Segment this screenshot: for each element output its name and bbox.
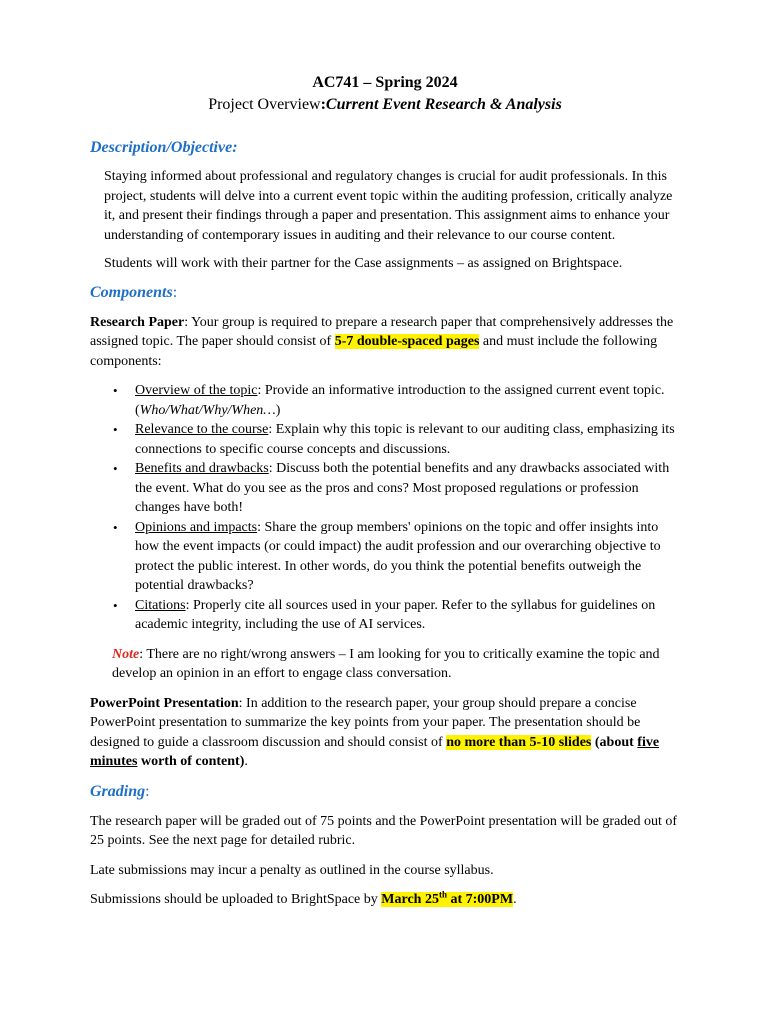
components-heading: Components: <box>90 283 178 301</box>
grading-paragraph: The research paper will be graded out of 75 points and the PowerPoint presentation will be graded out of 25 points. See the next page for detailed rubric. <box>90 813 678 848</box>
description-paragraph: Staying informed about professional and regulatory changes is crucial for audit professionals. In this project, students will delve into a current event topic within the auditing profession, critically analyze it, and present their findings through a paper and presentation. This assignment aims to enhance your understanding of contemporary issues in auditing and their relevance to our course content. <box>104 169 673 243</box>
bullet-icon: • <box>113 383 118 398</box>
document-title <box>90 72 680 116</box>
description-body <box>104 167 680 274</box>
partner-paragraph: Students will work with their partner for the Case assignments – as assigned on Brightspace. <box>104 256 623 271</box>
project-overview-title: Project Overview:Current Event Research & Analysis <box>208 96 562 113</box>
bullet-icon: • <box>113 461 118 476</box>
research-paper-label: Research Paper <box>90 314 185 330</box>
grading-heading: Grading: <box>90 782 150 800</box>
list-item: • Benefits and drawbacks: Discuss both the potential benefits and any drawbacks associated with the event. What do you see as the pros and cons? Most proposed regulations or profession changes have both! <box>113 461 670 515</box>
document-page <box>90 72 680 910</box>
powerpoint-label: PowerPoint Presentation <box>90 695 239 711</box>
bullet-icon: • <box>113 519 118 535</box>
slide-count-highlight: no more than 5-10 slides <box>446 734 592 750</box>
research-paper-paragraph: Research Paper: Your group is required to prepare a research paper that comprehensively addresses the assigned topic. The paper should consist of 5-7 double-spaced pages and must include the following components: <box>90 314 674 369</box>
list-item: • Citations: Properly cite all sources used in your paper. Refer to the syllabus for guidelines on academic integrity, including the use of AI services. <box>113 597 656 632</box>
note-label: Note <box>112 646 140 662</box>
list-item: • Relevance to the course: Explain why this topic is relevant to our auditing class, emphasizing its connections to specific course concepts and discussions. <box>113 422 675 457</box>
list-item: • Opinions and impacts: Share the group members' opinions on the topic and offer insights into how the event impacts (or could impact) the audit profession and our overarching objective to protect the public interest. In other words, do you think the potential benefits outweigh the potential drawbacks? <box>113 519 661 593</box>
bullet-icon: • <box>113 597 118 613</box>
late-policy-paragraph: Late submissions may incur a penalty as outlined in the course syllabus. <box>90 862 494 878</box>
description-heading: Description/Objective: <box>90 139 238 156</box>
paper-components-list <box>90 381 680 635</box>
list-item: • Overview of the topic: Provide an informative introduction to the assigned current event topic. (Who/What/Why/When…) <box>113 383 665 418</box>
note-paragraph: Note: There are no right/wrong answers – I am looking for you to critically examine the topic and develop an opinion in an effort to engage class conversation. <box>112 646 660 681</box>
project-name: Current Event Research & Analysis <box>325 96 562 113</box>
submission-paragraph: Submissions should be uploaded to BrightSpace by March 25th at 7:00PM. <box>90 889 517 907</box>
course-term-title: AC741 – Spring 2024 <box>312 74 458 91</box>
page-length-highlight: 5-7 double-spaced pages <box>334 334 480 349</box>
deadline-highlight: March 25th at 7:00PM <box>381 889 514 907</box>
powerpoint-paragraph: PowerPoint Presentation: In addition to the research paper, your group should prepare a concise PowerPoint presentation to summarize the key points from your paper. The presentation should be designed to guide a classroom discussion and should consist of no more than 5-10 slides (about five minutes worth of content). <box>90 695 660 769</box>
bullet-icon: • <box>113 422 118 437</box>
